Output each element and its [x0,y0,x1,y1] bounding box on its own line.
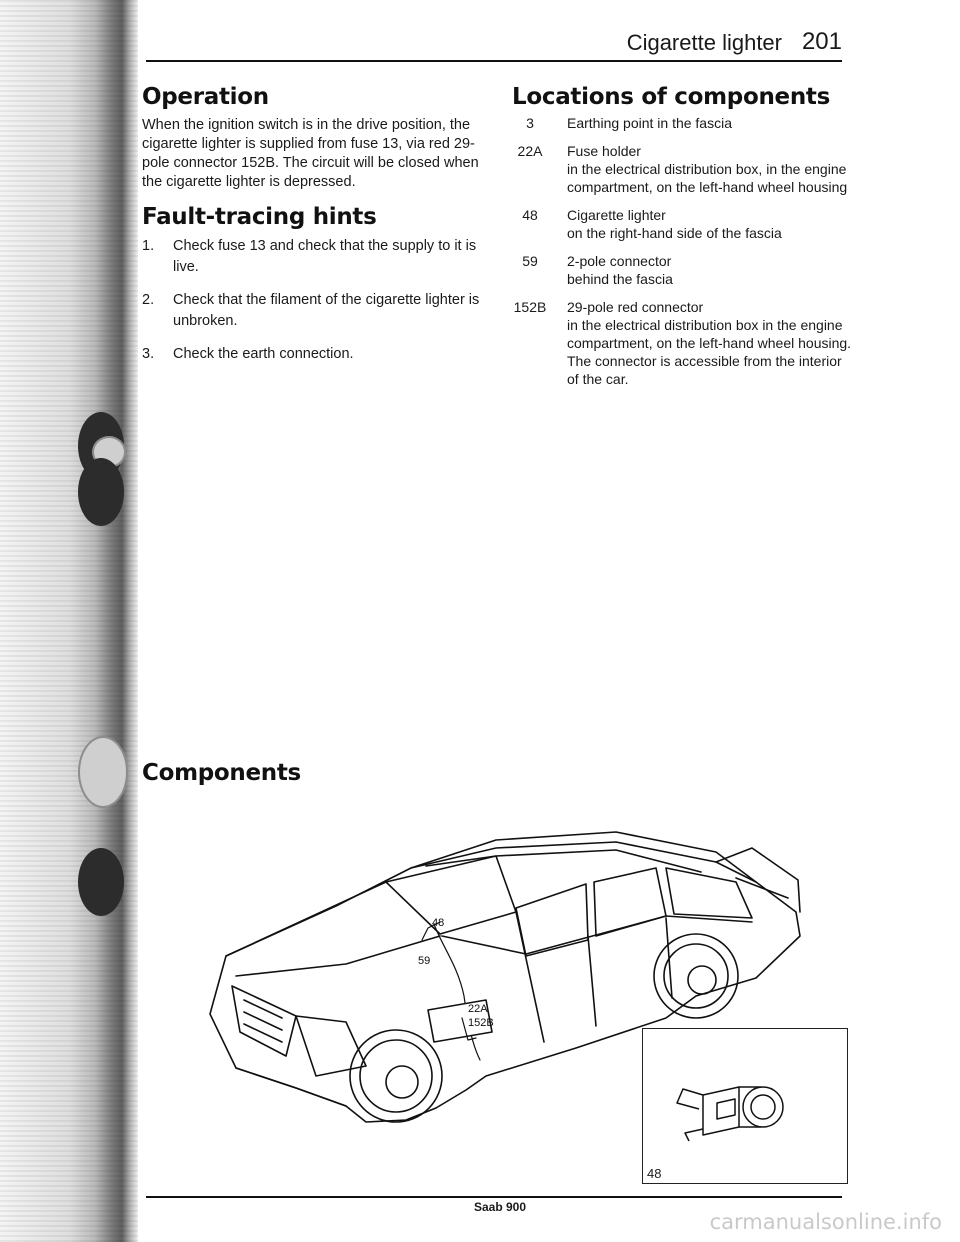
operation-heading: Operation [142,84,269,110]
watermark: carmanualsonline.info [709,1210,942,1234]
page-title: Cigarette lighter [626,30,782,55]
binding-edge [0,0,138,1242]
locations-list [510,114,855,398]
component-name: Earthing point in the fascia [567,115,732,131]
footer-rule [146,1196,842,1198]
component-name: 2-pole connector [567,253,672,269]
location-row [510,252,855,288]
binding-hole [78,458,124,526]
fault-tracing-heading: Fault-tracing hints [142,204,377,230]
inset-cigarette-lighter [642,1028,848,1184]
footer-text: Saab 900 [473,1200,527,1214]
component-name: Fuse holder [567,143,641,159]
page-number: 201 [801,28,842,55]
component-detail: in the electrical distribution box in the engine compartment, on the left-hand wheel housing. The connector is accessible from the interior of the car. [567,317,852,387]
component-detail: behind the fascia [567,271,673,287]
fault-tracing-list [142,236,487,377]
list-item [142,236,487,278]
component-name: 29-pole red connector [567,299,704,315]
list-item-number: 1. [142,238,155,254]
component-name: Cigarette lighter [567,207,666,223]
callout-59: 59 [418,955,431,967]
list-item-number: 2. [142,292,155,308]
locations-heading: Locations of components [512,84,830,110]
callout-22a: 22A [468,1003,488,1015]
callout-152b: 152B [468,1017,494,1029]
components-heading: Components [142,760,301,786]
component-code: 59 [522,253,538,269]
running-head [146,28,842,62]
component-code: 3 [526,115,534,131]
binding-hole [78,736,128,808]
list-item-text: Check the earth connection. [173,346,354,362]
list-item-text: Check that the filament of the cigarette lighter is unbroken. [173,292,480,329]
component-code: 152B [513,299,547,315]
list-item-number: 3. [142,346,155,362]
cigarette-lighter-icon [643,1029,847,1183]
binding-hole [78,848,124,916]
callout-48: 48 [432,917,445,929]
location-row [510,142,855,196]
location-row [510,114,855,132]
component-code: 22A [517,143,543,159]
component-code: 48 [522,207,538,223]
component-detail: on the right-hand side of the fascia [567,225,782,241]
inset-label: 48 [647,1166,662,1181]
list-item-text: Check fuse 13 and check that the supply to it is live. [173,238,477,275]
operation-text: When the ignition switch is in the drive position, the cigarette lighter is supplied from fuse 13, via red 29-pole connector 152B. The circuit will be closed when the cigarette lighter is depressed. [142,117,479,190]
list-item [142,344,487,365]
location-row [510,206,855,242]
component-detail: in the electrical distribution box, in the engine compartment, on the left-hand wheel housing [567,161,848,195]
list-item [142,290,487,332]
location-row [510,298,855,388]
